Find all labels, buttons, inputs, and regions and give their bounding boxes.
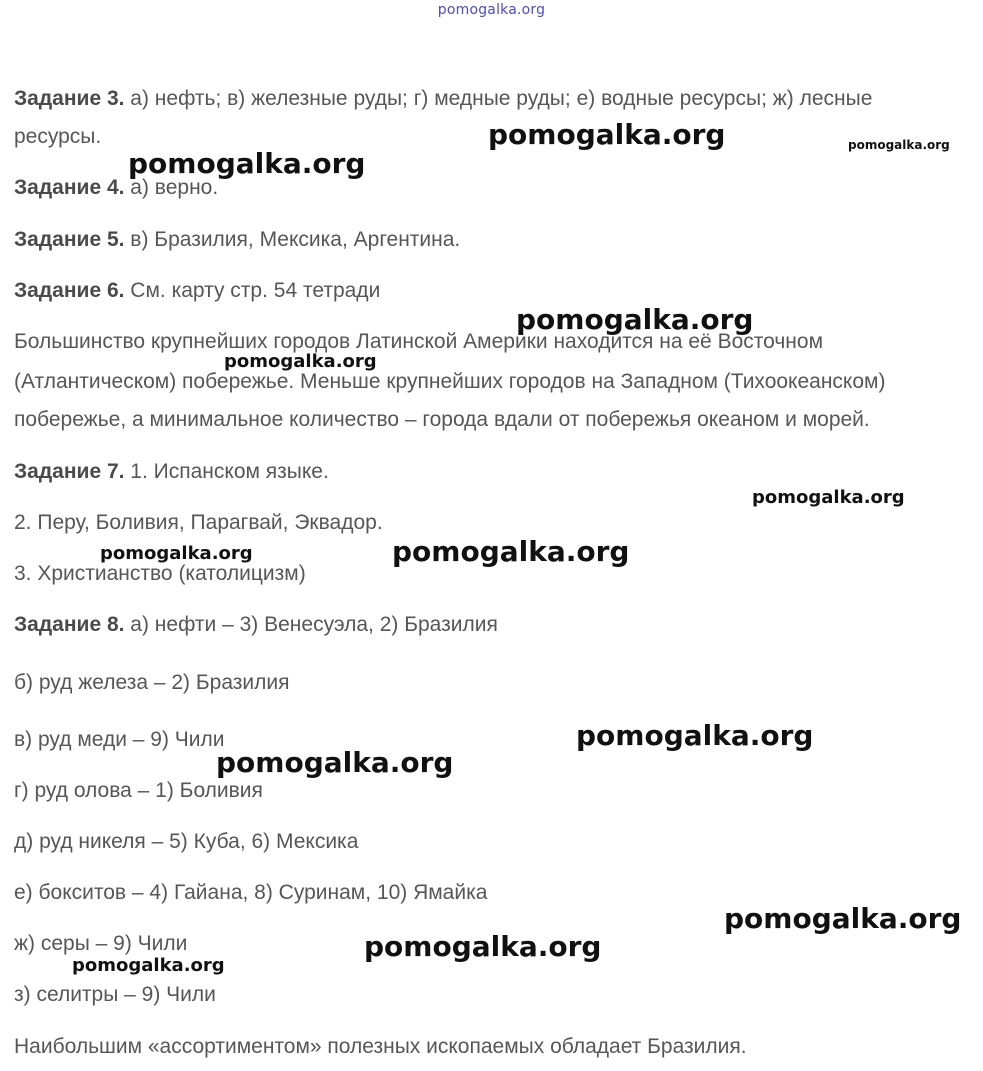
task-7-answer-3: 3. Христианство (католицизм) [14, 562, 306, 585]
task-5-answer: в) Бразилия, Мексика, Аргентина. [124, 228, 461, 251]
watermark: pomogalka.org [100, 543, 253, 564]
task-8-line-a [14, 613, 498, 637]
paragraph-text: побережье, а минимальное количество – города вдали от побережья океаном и морей. [14, 408, 870, 431]
task-8-answer-z: з) селитры – 9) Чили [14, 983, 216, 1006]
watermark: pomogalka.org [72, 955, 225, 976]
watermark: pomogalka.org [128, 147, 366, 180]
task-8-answer-g: г) руд олова – 1) Боливия [14, 779, 263, 802]
header-watermark: pomogalka.org [437, 2, 546, 18]
task-8-line-b [14, 671, 289, 695]
task-8-line-v [14, 728, 225, 752]
task-3-answer: а) нефть; в) железные руды; г) медные руды; е) водные ресурсы; ж) лесные [124, 87, 873, 110]
watermark: pomogalka.org [488, 118, 726, 151]
watermark: pomogalka.org [516, 303, 754, 336]
task-7-line-2 [14, 511, 383, 535]
watermark: pomogalka.org [848, 138, 950, 152]
conclusion-line [14, 1035, 747, 1059]
task-3-line-2 [14, 125, 101, 149]
conclusion-text: Наибольшим «ассортиментом» полезных ископаемых обладает Бразилия. [14, 1035, 747, 1058]
paragraph-text: (Атлантическом) побережье. Меньше крупнейших городов на Западном (Тихоокеанском) [14, 370, 886, 393]
watermark: pomogalka.org [752, 487, 905, 508]
task-5-label: Задание 5. [14, 228, 125, 251]
task-4-answer: а) верно. [124, 176, 219, 199]
task-8-line-z [14, 983, 216, 1007]
task-3-label: Задание 3. [14, 87, 125, 110]
task-3-answer-cont: ресурсы. [14, 125, 102, 148]
task-8-answer-d: д) руд никеля – 5) Куба, 6) Мексика [14, 830, 359, 853]
task-8-line-g [14, 779, 263, 803]
task-7-line-1 [14, 460, 329, 484]
task-8-line-e [14, 881, 487, 905]
task-6-paragraph-line-3 [14, 408, 870, 432]
task-8-answer-a: а) нефти – 3) Венесуэла, 2) Бразилия [124, 613, 498, 636]
task-8-answer-b: б) руд железа – 2) Бразилия [14, 671, 290, 694]
task-6-paragraph-line-2 [14, 370, 885, 394]
task-6-label: Задание 6. [14, 279, 125, 302]
watermark: pomogalka.org [216, 746, 454, 779]
watermark: pomogalka.org [576, 719, 814, 752]
task-5-line [14, 228, 460, 252]
watermark: pomogalka.org [724, 902, 962, 935]
task-3-line-1 [14, 87, 872, 111]
task-6-line [14, 279, 380, 303]
task-8-answer-zh: ж) серы – 9) Чили [14, 932, 188, 955]
task-7-answer-2: 2. Перу, Боливия, Парагвай, Эквадор. [14, 511, 383, 534]
paragraph-text: Большинство крупнейших городов Латинской Америки находится на её Восточном [14, 330, 824, 353]
task-7-answer-1: 1. Испанском языке. [124, 460, 329, 483]
task-8-label: Задание 8. [14, 613, 125, 636]
task-6-answer: См. карту стр. 54 тетради [124, 279, 381, 302]
task-8-answer-v: в) руд меди – 9) Чили [14, 728, 225, 751]
task-4-label: Задание 4. [14, 176, 125, 199]
task-7-label: Задание 7. [14, 460, 125, 483]
task-7-line-3 [14, 562, 306, 586]
task-8-line-zh [14, 932, 187, 956]
task-8-answer-e: е) бокситов – 4) Гайана, 8) Суринам, 10) Ямайка [14, 881, 488, 904]
watermark: pomogalka.org [392, 535, 630, 568]
watermark: pomogalka.org [364, 930, 602, 963]
task-8-line-d [14, 830, 358, 854]
watermark: pomogalka.org [224, 351, 377, 372]
